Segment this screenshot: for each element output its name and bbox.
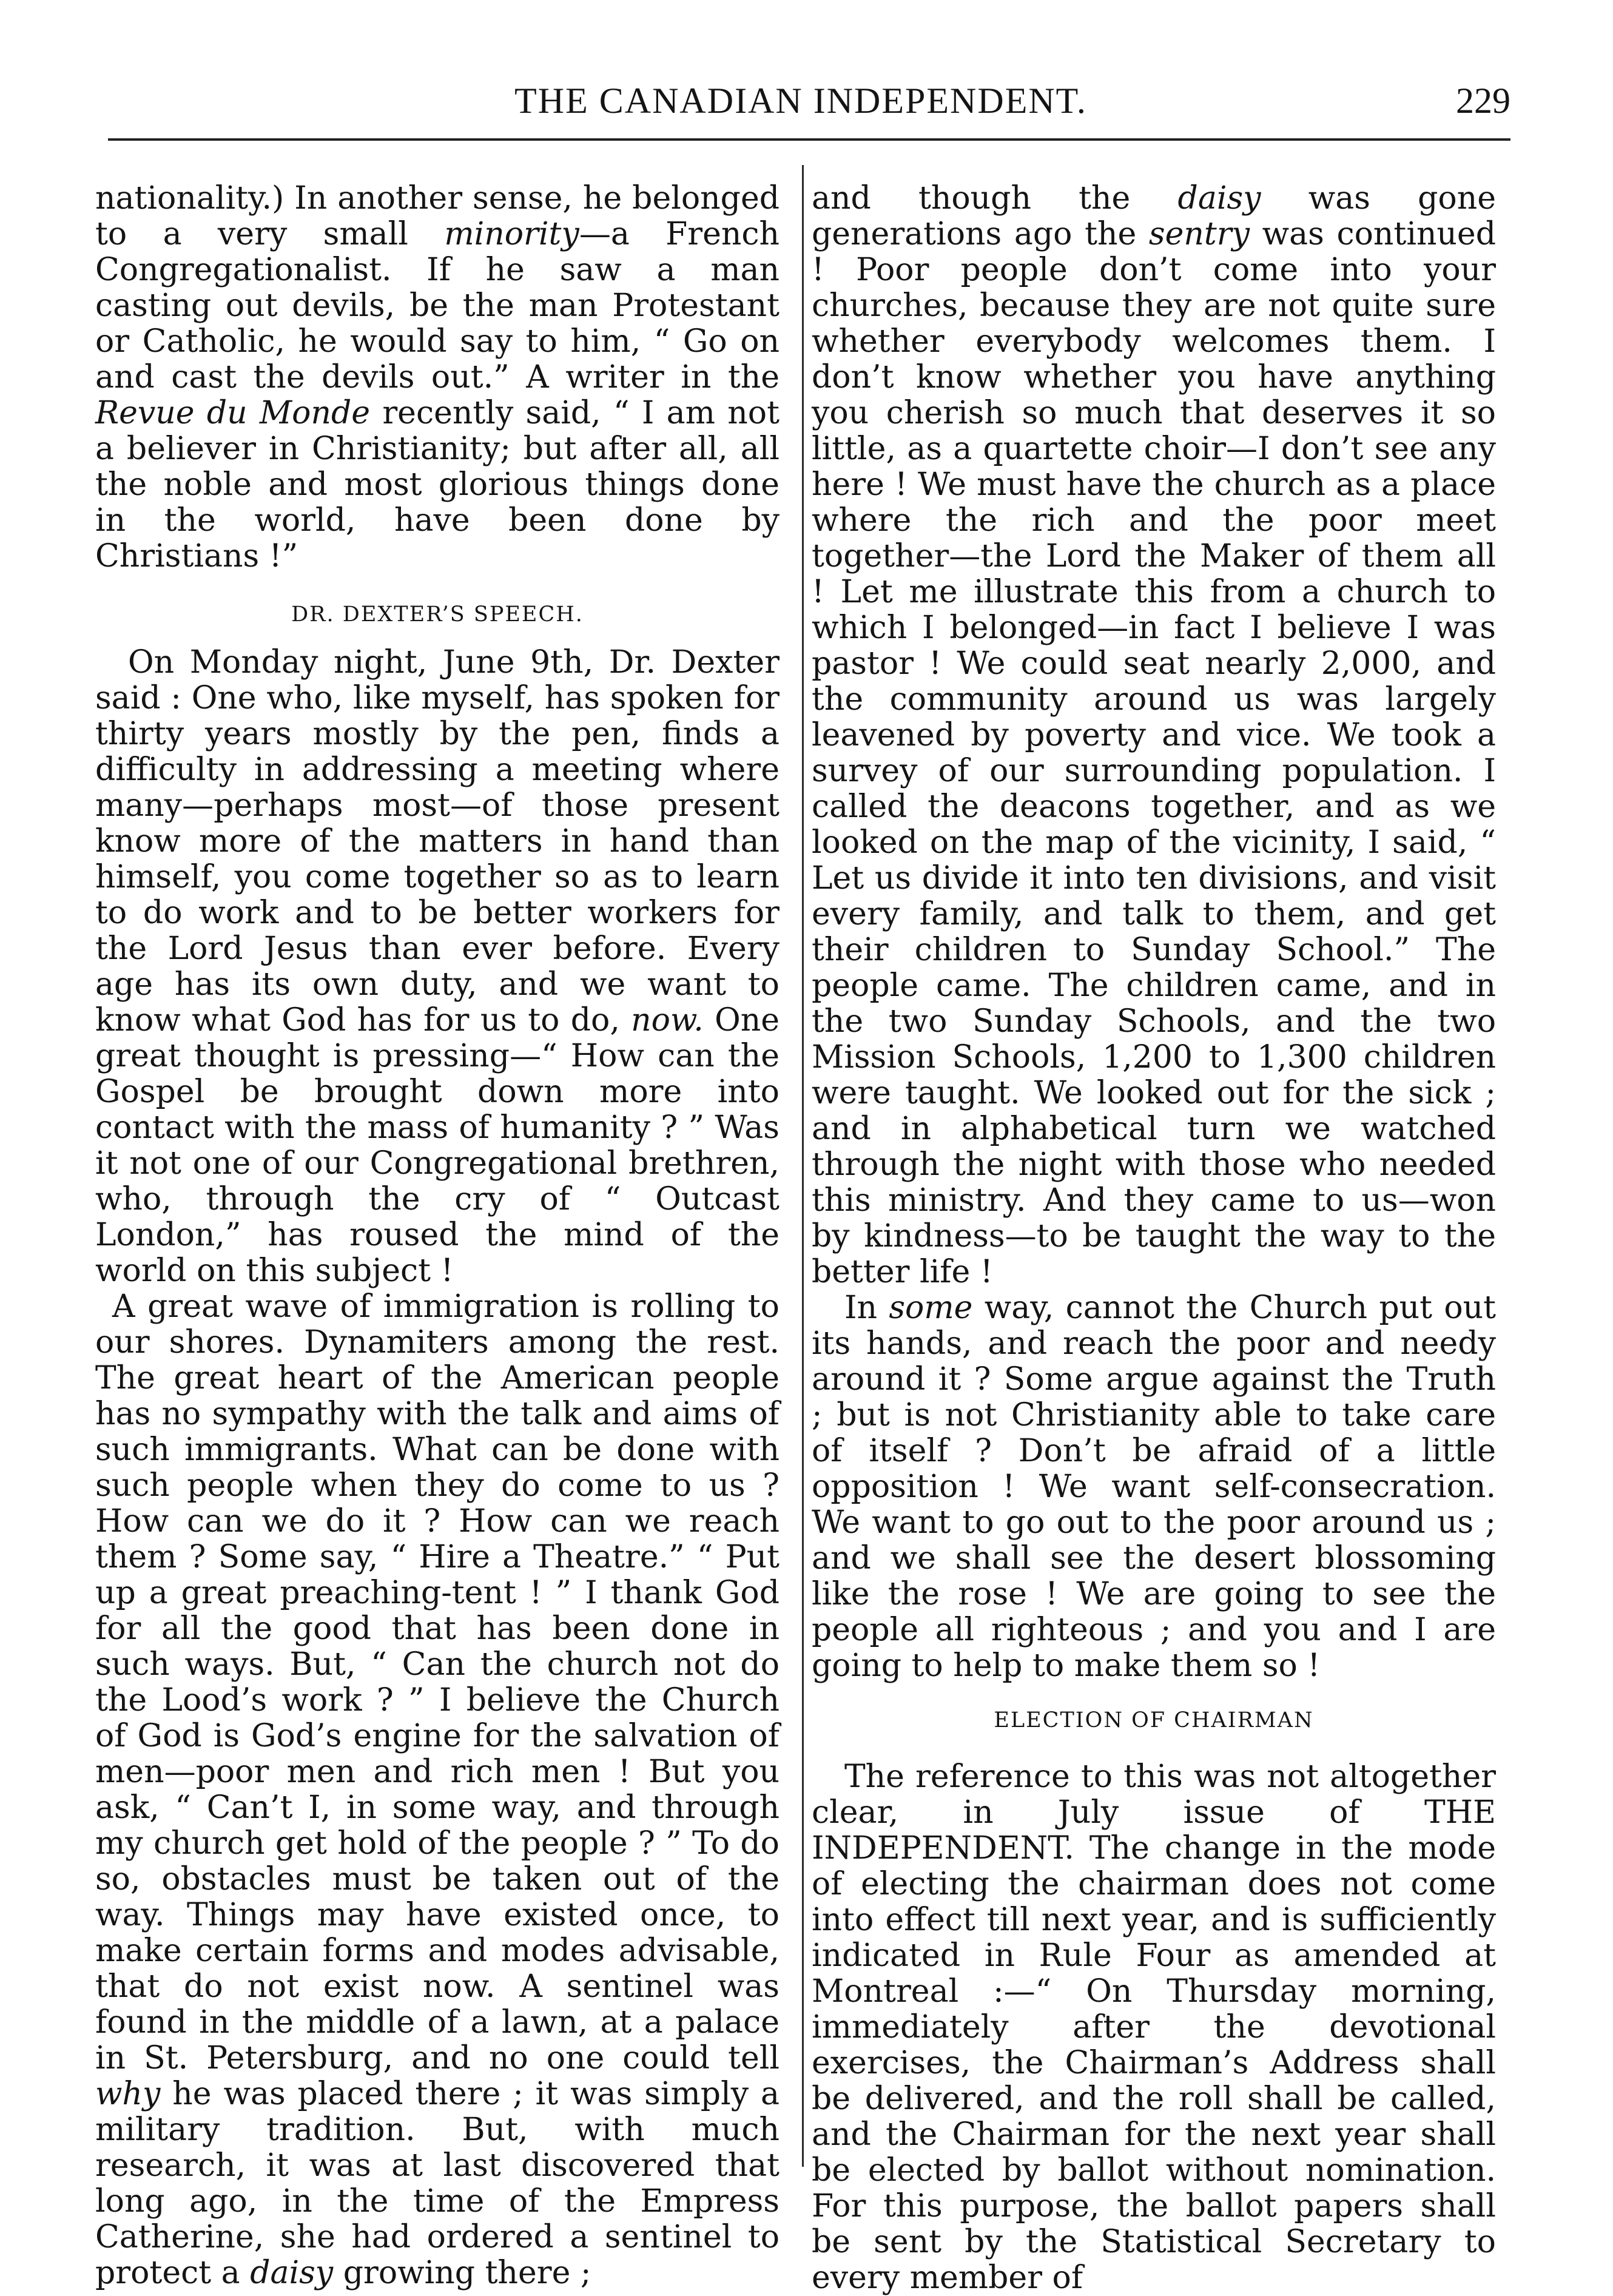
right-column xyxy=(812,181,1496,2296)
left-column xyxy=(95,181,780,2291)
section-heading: DR. DEXTER’S SPEECH. xyxy=(291,602,584,627)
paragraph: In some way, cannot the Church put out its hands, and reach the poor and needy around it ? Some argue against the Truth ; but is not Christianity able to take care of itself ? Don’t be afraid of a little opposition ! We want self-consecration. We want to go out to the poor around us ; and we shall see the desert blossoming like the rose ! We are going to see the people all righteous ; and you and I are going to help to make them so ! xyxy=(812,1290,1497,1684)
column-divider xyxy=(802,165,804,2167)
header-rule xyxy=(108,138,1510,141)
section-heading: ELECTION OF CHAIRMAN xyxy=(994,1708,1314,1732)
running-title: THE CANADIAN INDEPENDENT. xyxy=(514,81,1087,121)
page-header xyxy=(91,80,1510,129)
paragraph: nationality.) In another sense, he belonged to a very small minority—a French Congregationalist. If he saw a man casting out devils, be the man Protestant or Catholic, he would say to him, “ Go on and cast the devils out.” A writer in the Revue du Monde recently said, “ I am not a believer in Christianity; but after all, all the noble and most glorious things done in the world, have been done by Christians !” xyxy=(95,180,780,574)
paragraph: A great wave of immigration is rolling to our shores. Dynamiters among the rest. The great heart of the American people has no sympathy with the talk and aims of such immigrants. What can be done with such people when they do come to us ? How can we do it ? How can we reach them ? Some say, “ Hire a Theatre.” “ Put up a great preaching-tent ! ” I thank God for all the good that has been done in such ways. But, “ Can the church not do the Lood’s work ? ” I believe the Church of God is God’s engine for the salvation of men—poor men and rich men ! But you ask, “ Can’t I, in some way, and through my church get hold of the people ? ” To do so, obstacles must be taken out of the way. Things may have existed once, to make certain forms and modes advisable, that do not exist now. A sentinel was found in the middle of a lawn, at a palace in St. Petersburg, and no one could tell why he was placed there ; it was simply a military tradition. But, with much research, it was at last discovered that long ago, in the time of the Empress Catherine, she had ordered a sentinel to protect a daisy growing there ; xyxy=(95,1288,780,2291)
paragraph: On Monday night, June 9th, Dr. Dexter said : One who, like myself, has spoken for thirty years mostly by the pen, finds a difficulty in addressing a meeting where many—perhaps most—of those present know more of the matters in hand than himself, you come together so as to learn to do work and to be better workers for the Lord Jesus than ever before. Every age has its own duty, and we want to know what God has for us to do, now. One great thought is pressing—“ How can the Gospel be brought down more into contact with the mass of humanity ? ” Was it not one of our Congregational brethren, who, through the cry of “ Outcast London,” has roused the mind of the world on this subject ! xyxy=(95,644,780,1289)
page-number: 229 xyxy=(1456,81,1510,121)
paragraph: and though the daisy was gone generations ago the sentry was continued ! Poor people don’t come into your churches, because they are not quite sure whether everybody welcomes them. I don’t know whether you have anything you cherish so much that deserves it so little, as a quartette choir—I don’t see any here ! We must have the church as a place where the rich and the poor meet together—the Lord the Maker of them all ! Let me illustrate this from a church to which I belonged—in fact I believe I was pastor ! We could seat nearly 2,000, and the community around us was largely leavened by poverty and vice. We took a survey of our surrounding population. I called the deacons together, and as we looked on the map of the vicinity, I said, “ Let us divide it into ten divisions, and visit every family, and talk to them, and get their children to Sunday School.” The people came. The children came, and in the two Sunday Schools, and the two Mission Schools, 1,200 to 1,300 children were taught. We looked out for the sick ; and in alphabetical turn we watched through the night with those who needed this ministry. And they came to us—won by kindness—to be taught the way to the better life ! xyxy=(812,180,1496,1290)
paragraph: The reference to this was not altogether clear, in July issue of THE INDEPENDENT. The change in the mode of electing the chairman does not come into effect till next year, and is sufficiently indicated in Rule Four as amended at Montreal :—“ On Thursday morning, immediately after the devotional exercises, the Chairman’s Address shall be delivered, and the roll shall be called, and the Chairman for the next year shall be elected by ballot without nomination. For this purpose, the ballot papers shall be sent by the Statistical Secretary to every member of xyxy=(812,1759,1496,2296)
